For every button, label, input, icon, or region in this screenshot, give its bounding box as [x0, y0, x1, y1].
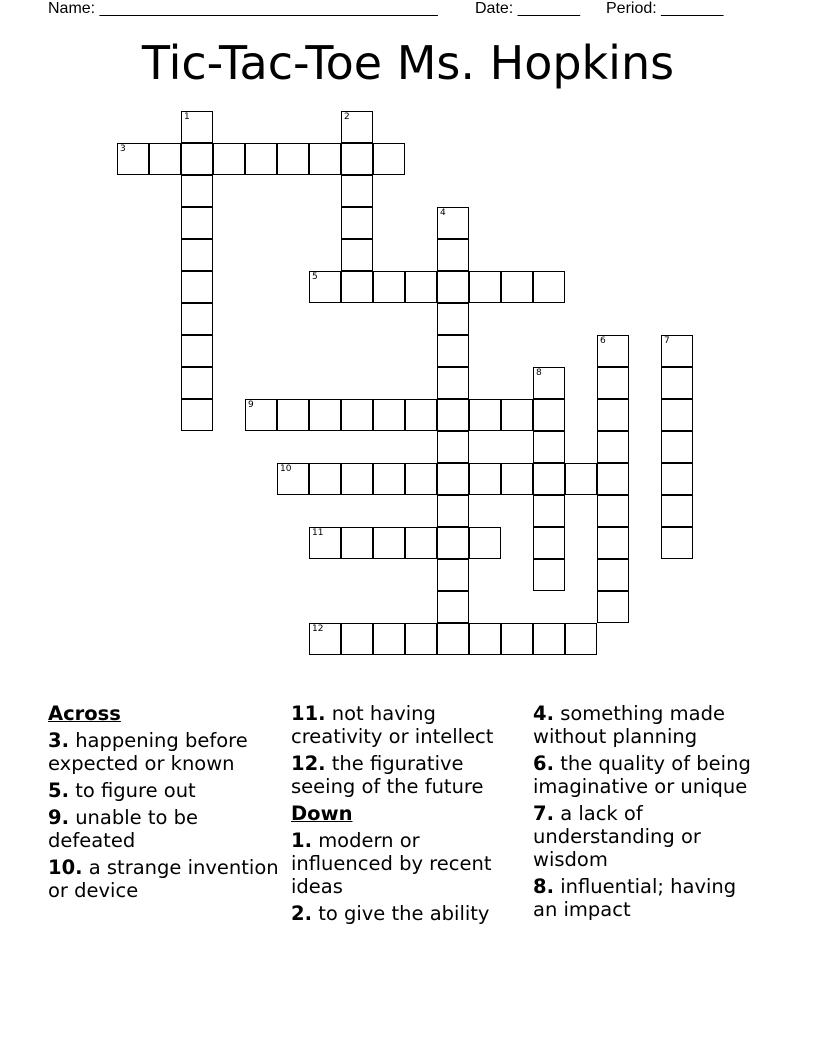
grid-cell[interactable] — [181, 271, 213, 303]
grid-cell[interactable] — [597, 367, 629, 399]
grid-cell[interactable] — [181, 399, 213, 431]
clue-across-11 — [291, 702, 523, 748]
grid-cell[interactable] — [341, 463, 373, 495]
grid-cell[interactable] — [437, 591, 469, 623]
clue-column-3 — [533, 702, 765, 925]
cell-number: 7 — [664, 336, 670, 346]
clue-number: 11. — [291, 702, 326, 725]
clue-column-1 — [48, 702, 280, 906]
grid-cell[interactable] — [533, 623, 565, 655]
grid-cell[interactable] — [501, 623, 533, 655]
grid-cell[interactable] — [469, 399, 501, 431]
grid-cell[interactable] — [565, 623, 597, 655]
grid-cell[interactable] — [533, 495, 565, 527]
clue-across-12 — [291, 752, 523, 798]
cell-number: 4 — [440, 208, 446, 218]
grid-cell[interactable] — [533, 559, 565, 591]
clue-list — [48, 702, 768, 1002]
grid-cell[interactable] — [373, 399, 405, 431]
grid-cell[interactable] — [277, 143, 309, 175]
grid-cell[interactable] — [181, 175, 213, 207]
grid-cell[interactable] — [341, 111, 373, 143]
clue-down-4 — [533, 702, 765, 748]
clue-text: to figure out — [75, 779, 196, 802]
clue-column-2 — [291, 702, 523, 929]
grid-cell[interactable] — [533, 271, 565, 303]
cell-number: 11 — [312, 528, 324, 538]
grid-cell[interactable] — [533, 527, 565, 559]
grid-cell[interactable] — [405, 271, 437, 303]
clue-text: a lack of understanding or wisdom — [533, 802, 701, 871]
cell-number: 10 — [280, 464, 292, 474]
grid-cell[interactable] — [341, 527, 373, 559]
grid-cell[interactable] — [469, 271, 501, 303]
grid-cell[interactable] — [597, 559, 629, 591]
clue-number: 8. — [533, 875, 554, 898]
puzzle-title: Tic-Tac-Toe Ms. Hopkins — [141, 36, 675, 90]
grid-cell[interactable] — [597, 495, 629, 527]
grid-cell[interactable] — [597, 463, 629, 495]
grid-cell[interactable] — [341, 239, 373, 271]
grid-cell[interactable] — [437, 399, 469, 431]
cell-number: 6 — [600, 336, 606, 346]
cell-number: 12 — [312, 624, 324, 634]
cell-number: 1 — [184, 112, 190, 122]
grid-cell[interactable] — [469, 527, 501, 559]
clue-down-7 — [533, 802, 765, 871]
cell-number: 8 — [536, 368, 542, 378]
grid-cell[interactable] — [437, 559, 469, 591]
clue-text: a strange invention or device — [48, 856, 279, 902]
grid-cell[interactable] — [661, 495, 693, 527]
grid-cell[interactable] — [597, 527, 629, 559]
grid-cell[interactable] — [309, 271, 341, 303]
clue-down-8 — [533, 875, 765, 921]
grid-cell[interactable] — [661, 399, 693, 431]
across-heading: Across — [48, 702, 121, 725]
grid-cell[interactable] — [373, 271, 405, 303]
grid-cell[interactable] — [565, 463, 597, 495]
grid-cell[interactable] — [437, 271, 469, 303]
grid-cell[interactable] — [597, 431, 629, 463]
period-field[interactable]: Period: _______ — [606, 0, 724, 17]
clue-number: 5. — [48, 779, 69, 802]
grid-cell[interactable] — [341, 175, 373, 207]
clue-text: to give the ability — [318, 902, 490, 925]
clue-text: unable to be defeated — [48, 806, 198, 852]
clue-text: modern or influenced by recent ideas — [291, 829, 492, 898]
grid-cell[interactable] — [501, 463, 533, 495]
grid-cell[interactable] — [661, 527, 693, 559]
grid-cell[interactable] — [437, 527, 469, 559]
grid-cell[interactable] — [597, 591, 629, 623]
grid-cell[interactable] — [181, 207, 213, 239]
grid-cell[interactable] — [341, 271, 373, 303]
clue-across-10 — [48, 856, 280, 902]
clue-text: happening before expected or known — [48, 729, 248, 775]
grid-cell[interactable] — [501, 271, 533, 303]
grid-cell[interactable] — [181, 303, 213, 335]
grid-cell[interactable] — [277, 463, 309, 495]
clue-number: 7. — [533, 802, 554, 825]
clue-number: 9. — [48, 806, 69, 829]
grid-cell[interactable] — [245, 143, 277, 175]
clue-across-9 — [48, 806, 280, 852]
grid-cell[interactable] — [373, 623, 405, 655]
grid-cell[interactable] — [533, 463, 565, 495]
clue-number: 3. — [48, 729, 69, 752]
grid-cell[interactable] — [181, 367, 213, 399]
grid-cell[interactable] — [309, 463, 341, 495]
clue-number: 12. — [291, 752, 326, 775]
grid-cell[interactable] — [597, 399, 629, 431]
grid-cell[interactable] — [405, 527, 437, 559]
grid-cell[interactable] — [437, 239, 469, 271]
grid-cell[interactable] — [341, 623, 373, 655]
clue-text: the figurative seeing of the future — [291, 752, 484, 798]
grid-cell[interactable] — [149, 143, 181, 175]
cell-number: 3 — [120, 144, 126, 154]
down-heading: Down — [291, 802, 353, 825]
grid-cell[interactable] — [437, 623, 469, 655]
grid-cell[interactable] — [661, 463, 693, 495]
grid-cell[interactable] — [469, 463, 501, 495]
grid-cell[interactable] — [597, 335, 629, 367]
grid-cell[interactable] — [437, 367, 469, 399]
clue-number: 2. — [291, 902, 312, 925]
grid-cell[interactable] — [437, 207, 469, 239]
grid-cell[interactable] — [437, 463, 469, 495]
name-field[interactable]: Name: ______________________________________ — [48, 0, 438, 17]
grid-cell[interactable] — [341, 207, 373, 239]
grid-cell[interactable] — [373, 527, 405, 559]
grid-cell[interactable] — [469, 623, 501, 655]
clue-number: 1. — [291, 829, 312, 852]
grid-cell[interactable] — [181, 239, 213, 271]
date-field[interactable]: Date: _______ — [475, 0, 580, 17]
clue-down-2 — [291, 902, 523, 925]
grid-cell[interactable] — [277, 399, 309, 431]
grid-cell[interactable] — [309, 623, 341, 655]
grid-cell[interactable] — [437, 303, 469, 335]
grid-cell[interactable] — [661, 335, 693, 367]
grid-cell[interactable] — [501, 399, 533, 431]
grid-cell[interactable] — [341, 143, 373, 175]
clue-number: 10. — [48, 856, 83, 879]
clue-down-1 — [291, 829, 523, 898]
cell-number: 5 — [312, 272, 318, 282]
grid-cell[interactable] — [437, 335, 469, 367]
grid-cell[interactable] — [245, 399, 277, 431]
grid-cell[interactable] — [437, 431, 469, 463]
grid-cell[interactable] — [533, 399, 565, 431]
grid-cell[interactable] — [213, 143, 245, 175]
grid-cell[interactable] — [181, 143, 213, 175]
clue-down-6 — [533, 752, 765, 798]
grid-cell[interactable] — [373, 143, 405, 175]
clue-text: not having creativity or intellect — [291, 702, 494, 748]
cell-number: 9 — [248, 400, 254, 410]
grid-cell[interactable] — [405, 623, 437, 655]
grid-cell[interactable] — [373, 463, 405, 495]
grid-cell[interactable] — [533, 431, 565, 463]
clue-text: something made without planning — [533, 702, 725, 748]
grid-cell[interactable] — [405, 463, 437, 495]
grid-cell[interactable] — [405, 399, 437, 431]
grid-cell[interactable] — [309, 143, 341, 175]
grid-cell[interactable] — [181, 335, 213, 367]
grid-cell[interactable] — [309, 527, 341, 559]
clue-number: 6. — [533, 752, 554, 775]
clue-across-3 — [48, 729, 280, 775]
clue-text: the quality of being imaginative or unique — [533, 752, 751, 798]
grid-cell[interactable] — [533, 367, 565, 399]
clue-text: influential; having an impact — [533, 875, 737, 921]
grid-cell[interactable] — [309, 399, 341, 431]
grid-cell[interactable] — [437, 495, 469, 527]
grid-cell[interactable] — [181, 111, 213, 143]
cell-number: 2 — [344, 112, 350, 122]
grid-cell[interactable] — [661, 431, 693, 463]
clue-across-5 — [48, 779, 280, 802]
grid-cell[interactable] — [341, 399, 373, 431]
grid-cell[interactable] — [117, 143, 149, 175]
grid-cell[interactable] — [661, 367, 693, 399]
clue-number: 4. — [533, 702, 554, 725]
